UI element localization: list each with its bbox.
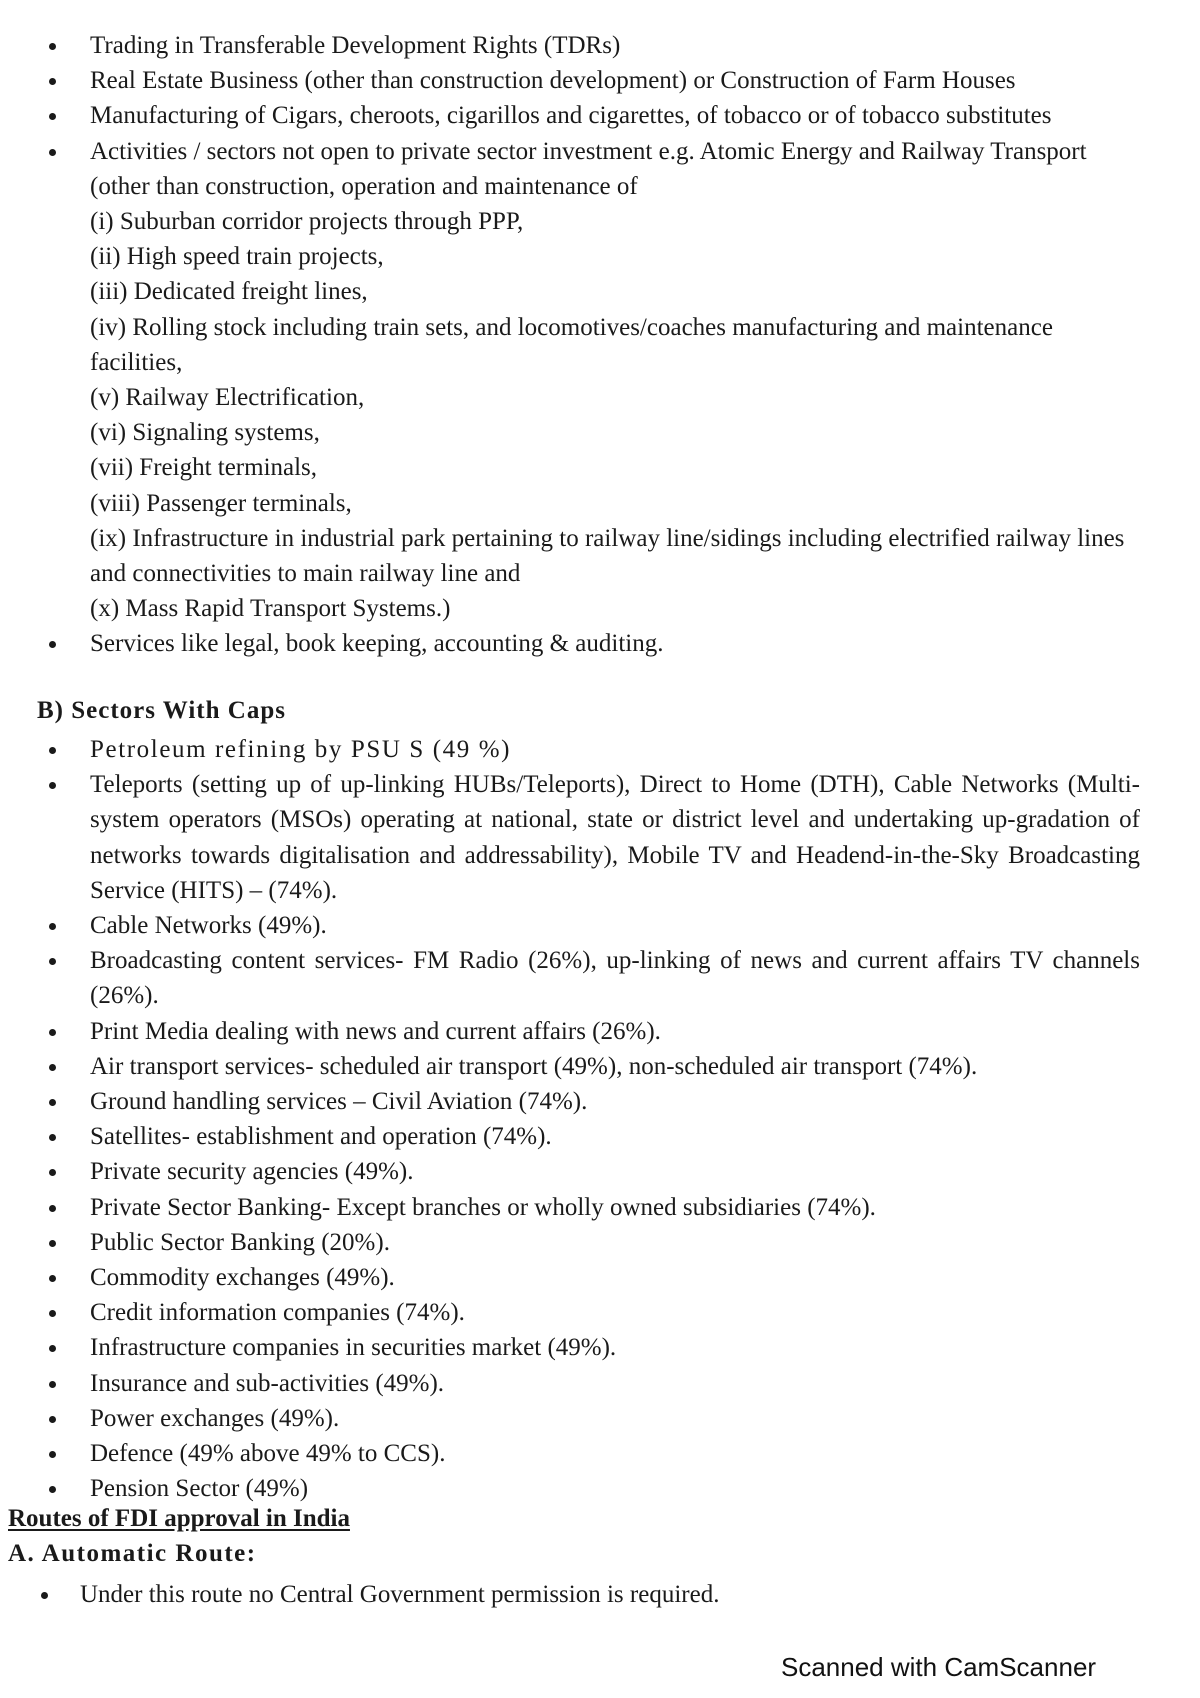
- list-item: Insurance and sub-activities (49%).: [0, 1366, 1200, 1401]
- list-item: Commodity exchanges (49%).: [0, 1260, 1200, 1295]
- railway-subitem: (iv) Rolling stock including train sets, and locomotives/coaches manufacturing and maintenance facilities,: [90, 313, 1053, 376]
- section-b-heading: B) Sectors With Caps: [37, 697, 286, 724]
- list-item: Manufacturing of Cigars, cheroots, cigarillos and cigarettes, of tobacco or of tobacco substitutes: [0, 98, 1200, 133]
- list-item: Teleports (setting up of up-linking HUBs/Teleports), Direct to Home (DTH), Cable Networks (Multi-system operators (MSOs) operating at national, state or district level and undertaking up-gradation of networks towards digitalisation and addressability), Mobile TV and Headend-in-the-Sky Broadcasting Service (HITS) – (74%).: [0, 767, 1200, 908]
- list-item: Private Sector Banking- Except branches or wholly owned subsidiaries (74%).: [0, 1190, 1200, 1225]
- list-item: Real Estate Business (other than construction development) or Construction of Farm Houses: [0, 63, 1200, 98]
- railway-subitem: (x) Mass Rapid Transport Systems.): [90, 595, 451, 623]
- list-item: Public Sector Banking (20%).: [0, 1225, 1200, 1260]
- railway-subitem: (v) Railway Electrification,: [90, 384, 365, 412]
- railway-subitem: (vii) Freight terminals,: [90, 454, 318, 482]
- scanner-watermark: Scanned with CamScanner: [781, 1652, 1097, 1682]
- list-item: Cable Networks (49%).: [0, 908, 1200, 943]
- railway-subitem: (viii) Passenger terminals,: [90, 489, 352, 517]
- list-item: Ground handling services – Civil Aviation (74%).: [0, 1084, 1200, 1119]
- sectors-with-caps-list: [0, 732, 1200, 1506]
- railway-subitem: (iii) Dedicated freight lines,: [90, 278, 368, 306]
- list-item: Services like legal, book keeping, accounting & auditing.: [0, 626, 1200, 661]
- list-item: Credit information companies (74%).: [0, 1295, 1200, 1330]
- list-item: Activities / sectors not open to private sector investment e.g. Atomic Energy and Railway Transport (other than construction, operation and maintenance of: [0, 134, 1200, 204]
- list-item: Print Media dealing with news and current affairs (26%).: [0, 1014, 1200, 1049]
- list-item: Trading in Transferable Development Rights (TDRs): [0, 28, 1200, 63]
- list-item: Infrastructure companies in securities market (49%).: [0, 1330, 1200, 1365]
- list-item: Private security agencies (49%).: [0, 1154, 1200, 1189]
- list-item: Defence (49% above 49% to CCS).: [0, 1436, 1200, 1471]
- list-item: Satellites- establishment and operation (74%).: [0, 1119, 1200, 1154]
- list-item: Petroleum refining by PSU S (49 %): [0, 732, 1200, 767]
- prohibited-sectors-list: [0, 28, 1200, 662]
- list-item: Broadcasting content services- FM Radio (26%), up-linking of news and current affairs TV channels (26%).: [0, 943, 1200, 1013]
- automatic-route-heading: A. Automatic Route:: [8, 1540, 257, 1567]
- railway-subitem: (ix) Infrastructure in industrial park pertaining to railway line/sidings including electrified railway lines and connectivities to main railway line and: [90, 524, 1125, 588]
- railway-subitem: (vi) Signaling systems,: [90, 419, 320, 447]
- list-item: Air transport services- scheduled air transport (49%), non-scheduled air transport (74%).: [0, 1049, 1200, 1084]
- list-item: Under this route no Central Government permission is required.: [0, 1577, 1200, 1612]
- automatic-route-list: [0, 1577, 1200, 1612]
- railway-subitem: (ii) High speed train projects,: [90, 243, 384, 271]
- routes-heading: Routes of FDI approval in India: [8, 1505, 350, 1532]
- list-item: Power exchanges (49%).: [0, 1401, 1200, 1436]
- railway-subitem: (i) Suburban corridor projects through PPP,: [90, 208, 524, 236]
- list-item: Pension Sector (49%): [0, 1471, 1200, 1506]
